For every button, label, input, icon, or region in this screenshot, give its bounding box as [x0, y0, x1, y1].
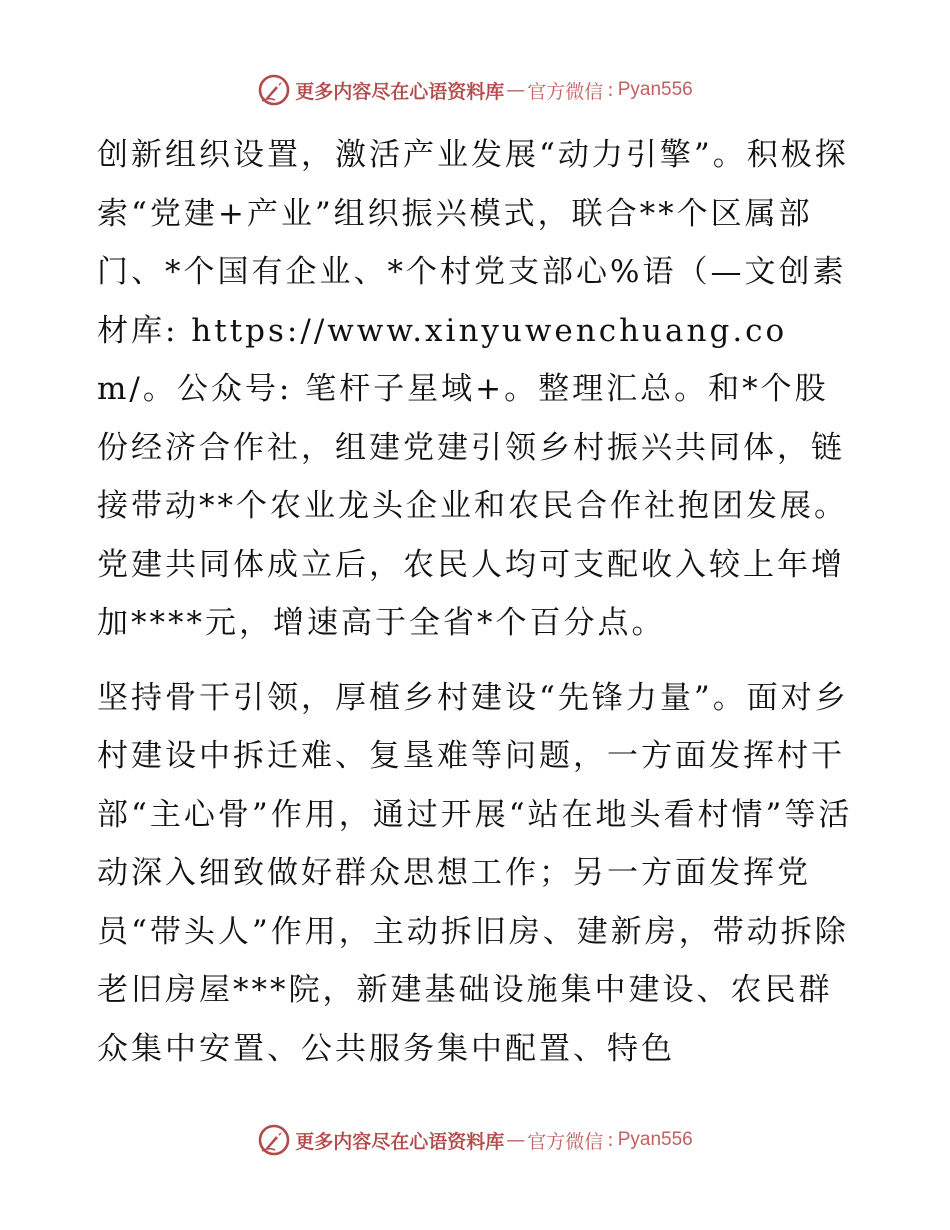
paragraph-organization: 创新组织设置，激活产业发展“动力引擎”。积极探索“党建+产业”组织振兴模式，联合**个区属部门、*个国有企业、*个村党支部心%语（—文创素材库: https://www.xinyuwenchuang.com/。公众号: 笔杆子星域+。整理汇总。和*个股份经济合作社，组建党建引领乡村振兴共同体，链接带动**个农业龙头企业和农民合作社抱团发展。党建共同体成立后，农民人均可支配收入较上年增加****元，增速高于全省*个百分点。: [97, 137, 849, 641]
header-colon: :: [607, 79, 614, 101]
footer-separator: —: [506, 1129, 526, 1151]
header-wechat-handle: Pyan556: [617, 79, 693, 100]
document-body: [97, 126, 857, 1078]
header-wechat-label: 官方微信: [527, 80, 604, 103]
pen-nib-logo-icon: [257, 73, 291, 107]
footer-colon: :: [607, 1129, 614, 1151]
paragraph-backbone: 坚持骨干引领，厚植乡村建设“先锋力量”。面对乡村建设中拆迁难、复垦难等问题，一方面发挥村干部“主心骨”作用，通过开展“站在地头看村情”等活动深入细致做好群众思想工作；另一方面发挥党员“带头人”作用，主动拆旧房、建新房，带动拆除老旧房屋***院，新建基础设施集中建设、农民群众集中安置、公共服务集中配置、特色: [97, 679, 853, 1067]
footer-banner: [0, 1120, 950, 1160]
pen-nib-logo-icon: [257, 1123, 291, 1157]
header-separator: —: [506, 79, 526, 101]
footer-wechat-handle: Pyan556: [617, 1129, 693, 1150]
footer-site-text: 更多内容尽在心语资料库: [295, 1130, 505, 1153]
header-site-text: 更多内容尽在心语资料库: [295, 80, 505, 103]
footer-wechat-label: 官方微信: [527, 1130, 604, 1153]
header-banner: [0, 70, 950, 110]
